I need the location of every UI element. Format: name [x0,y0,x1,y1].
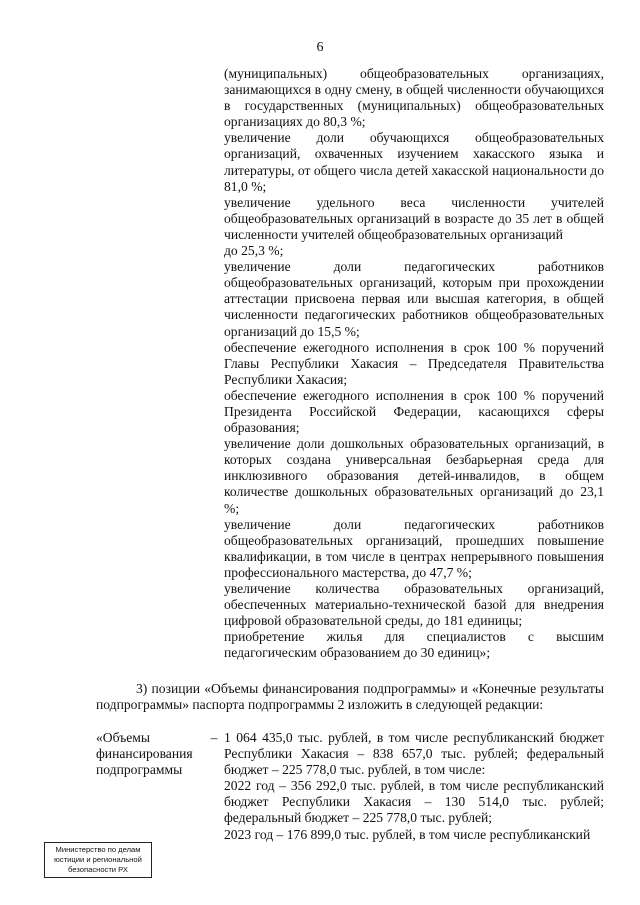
list-item: увеличение доли дошкольных образовательных организаций, в которых создана универсальная безбарьерная среда для инклюзивного образования детей-инвалидов, в общем количестве дошкольных образовательных организаций до 23,1 %; [224,436,604,516]
list-item: приобретение жилья для специалистов с высшим педагогическим образованием до 30 единиц»; [224,629,604,661]
list-item: увеличение доли педагогических работников общеобразовательных организаций, которым при прохождении аттестации присвоена первая или высшая категория, в общей численности педагогических работников общеобразовательных организаций до 15,5 %; [224,259,604,339]
value-paragraph: 1 064 435,0 тыс. рублей, в том числе республиканский бюджет Республики Хакасия – 838 657,0 тыс. рублей; федеральный бюджет – 225 778,0 тыс. рублей, в том числе: [224,730,604,778]
passport-table [96,730,604,843]
list-item: до 25,3 %; [224,243,284,259]
list-item: увеличение доли педагогических работников общеобразовательных организаций, прошедших повышение квалификации, в том числе в центрах непрерывного повышения профессионального мастерства, до 47,7 %; [224,516,604,580]
page-number: 6 [316,40,324,55]
row-dash: – [210,730,218,745]
list-item: (муниципальных) общеобразовательных организациях, занимающихся в одну смену, в общей численности обучающихся в государственных (муниципальных) общеобразовательных организациях до 80,3 %; [224,66,604,130]
item-3-paragraph: 3) позиции «Объемы финансирования подпрограммы» и «Конечные результаты подпрограммы» паспорта подпрограммы 2 изложить в следующей редакции: [96,681,604,713]
list-item: обеспечение ежегодного исполнения в срок 100 % поручений Президента Российской Федерации, касающихся сферы образования; [224,387,604,436]
value-paragraph: 2022 год – 356 292,0 тыс. рублей, в том числе республиканский бюджет Республики Хакасия – 130 514,0 тыс. рублей; федеральный бюджет – 225 778,0 тыс. рублей; [224,778,604,826]
ministry-stamp [44,842,152,878]
list-item: увеличение удельного веса численности учителей общеобразовательных организаций в возрасте до 35 лет в общей численности учителей общеобразовательных организаций [224,194,604,242]
table-row [96,730,604,843]
row-label: «Объемы финансирования подпрограммы [96,730,193,778]
list-item: увеличение количества образовательных организаций, обеспеченных материально-технической базой для внедрения цифровой образовательной среды, до 181 единицы; [224,581,604,629]
stamp-line: безопасности РХ [68,865,128,874]
value-paragraph: 2023 год – 176 899,0 тыс. рублей, в том числе республиканский [224,826,591,842]
list-item: увеличение доли обучающихся общеобразовательных организаций, охваченных изучением хакасского языка и литературы, от общего числа детей хакасской национальности до 81,0 %; [224,130,604,194]
goals-list [224,66,604,661]
stamp-line: юстиции и региональной [54,855,142,864]
list-item: обеспечение ежегодного исполнения в срок 100 % поручений Главы Республики Хакасия – Председателя Правительства Республики Хакасия; [224,339,604,387]
row-value [224,730,604,843]
stamp-line: Министерство по делам [55,845,141,854]
